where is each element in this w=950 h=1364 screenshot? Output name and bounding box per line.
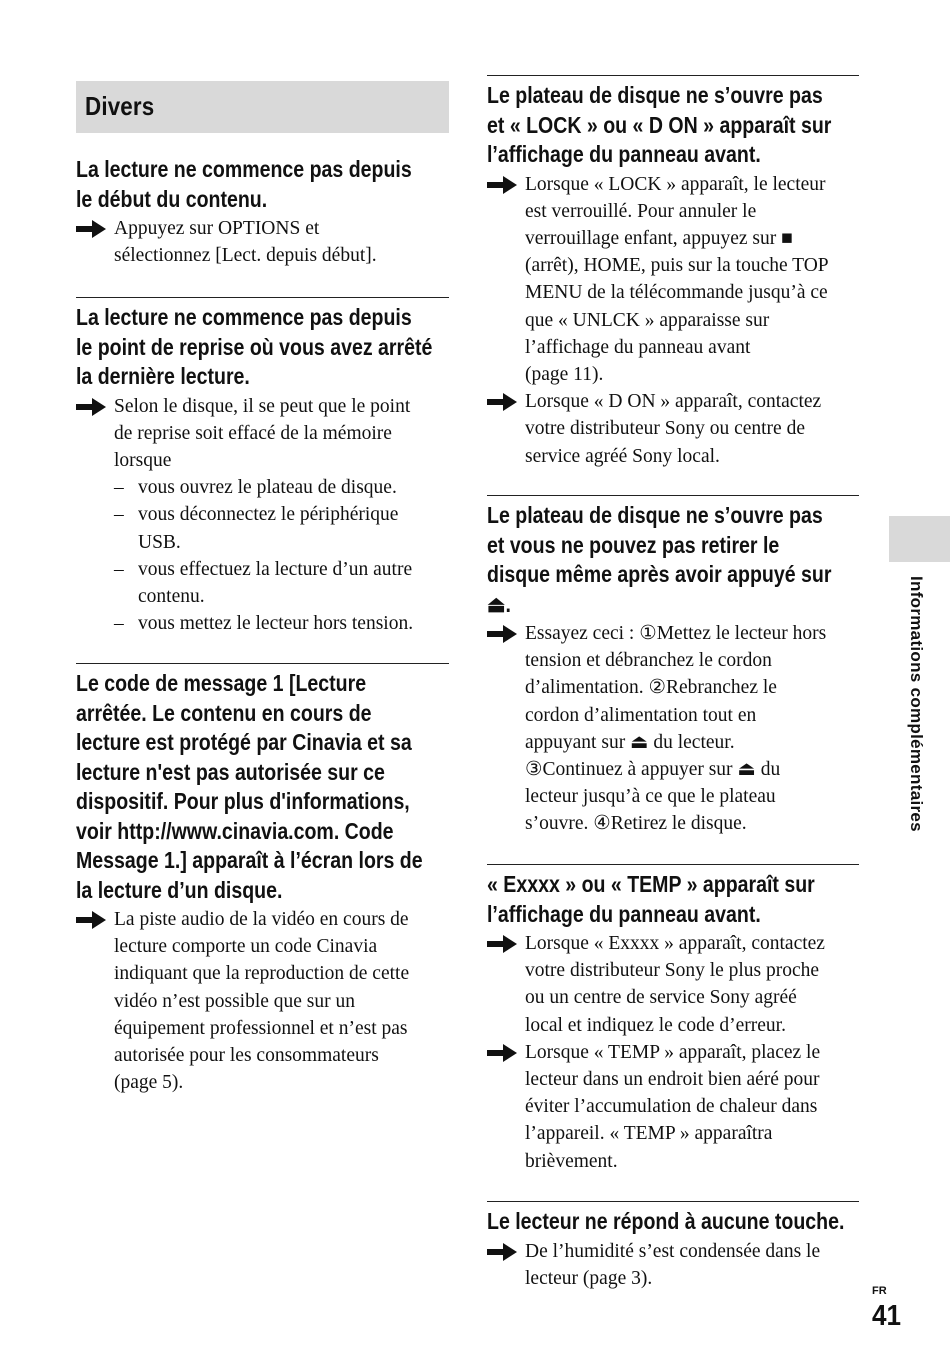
faq-heading: « Exxxx » ou « TEMP » apparaît sur l’affichage du panneau avant. [487, 871, 815, 927]
side-tab-marker [889, 516, 950, 562]
side-tab-text: Informations complémentaires [907, 576, 926, 832]
answer-text: Lorsque « LOCK » apparaît, le lecteur est verrouillé. Pour annuler le verrouillage enfant, appuyez sur ■ (arrêt), HOME, puis sur la touche TOP MENU de la télécommande jusqu’à ce que « UNLCK » apparaisse sur l’affichage du panneau avant (page 11). [525, 173, 829, 385]
dash-marker: – [114, 558, 124, 580]
faq-answer [76, 393, 449, 475]
bullet-item [76, 474, 449, 501]
right-arrow-icon [76, 398, 106, 416]
language-code: FR [872, 1285, 887, 1297]
right-arrow-icon [487, 393, 517, 411]
section-header [76, 81, 449, 133]
faq-answer [487, 171, 859, 389]
faq-heading: Le plateau de disque ne s’ouvre pas et vous ne pouvez pas retirer le disque même après avoir appuyé sur ⏏. [487, 502, 832, 617]
faq-entry [76, 297, 449, 637]
dash-marker: – [114, 477, 124, 499]
answer-text: Appuyez sur OPTIONS et sélectionnez [Lect. depuis début]. [114, 218, 377, 267]
faq-entry [487, 864, 859, 1175]
faq-heading: Le lecteur ne répond à aucune touche. [487, 1208, 845, 1234]
bullet-text: vous ouvrez le plateau de disque. [138, 477, 397, 499]
right-arrow-icon [487, 935, 517, 953]
bullet-text: vous déconnectez le périphérique USB. [138, 504, 399, 553]
faq-answer [487, 930, 859, 1039]
faq-answer [76, 906, 449, 1096]
right-arrow-icon [487, 176, 517, 194]
answer-text: Lorsque « Exxxx » apparaît, contactez votre distributeur Sony le plus proche ou un centre de service Sony agréé local et indiquez le code d’erreur. [525, 933, 825, 1036]
bullet-text: vous effectuez la lecture d’un autre contenu. [138, 558, 413, 607]
answer-text: Selon le disque, il se peut que le point de reprise soit effacé de la mémoire lorsque [114, 395, 411, 471]
bullet-item [76, 556, 449, 610]
dash-marker: – [114, 613, 124, 635]
faq-entry [487, 495, 859, 838]
faq-answer [487, 1039, 859, 1175]
faq-heading: Le plateau de disque ne s’ouvre pas et « LOCK » ou « D ON » apparaît sur l’affichage du panneau avant. [487, 82, 832, 167]
answer-text: Essayez ceci : ①Mettez le lecteur hors tension et débranchez le cordon d’alimentation. ②Rebranchez le cordon d’alimentation tout en appuyant sur ⏏ du lecteur. ③Continuez à appuyer sur ⏏ du lecteur jusqu’à ce que le plateau s’ouvre. ④Retirez le disque. [525, 623, 827, 835]
faq-answer [487, 1238, 859, 1292]
right-arrow-icon [76, 220, 106, 238]
right-arrow-icon [76, 911, 106, 929]
faq-entry [487, 75, 859, 470]
faq-entry [76, 155, 449, 269]
side-tab-label [896, 576, 926, 846]
page-number: 41 [872, 1300, 902, 1332]
right-arrow-icon [487, 1243, 517, 1261]
section-title: Divers [85, 91, 155, 121]
answer-text: Lorsque « D ON » apparaît, contactez votre distributeur Sony ou centre de service agréé Sony local. [525, 391, 822, 467]
answer-text: Lorsque « TEMP » apparaît, placez le lecteur dans un endroit bien aéré pour éviter l’accumulation de chaleur dans l’appareil. « TEMP » apparaîtra brièvement. [525, 1041, 821, 1172]
bullet-item [76, 501, 449, 555]
answer-text: La piste audio de la vidéo en cours de lecture comporte un code Cinavia indiquant que la reproduction de cette vidéo n’est possible que sur un équipement professionnel et n’est pas autorisée pour les consommateurs (page 5). [114, 909, 410, 1094]
faq-heading: Le code de message 1 [Lecture arrêtée. Le contenu en cours de lecture est protégé par Cinavia et sa lecture n'est pas autorisée sur ce dispositif. Pour plus d'informations, voir http://www.cinavia.com. Code Message 1.] apparaît à l’écran lors de la lecture d’un disque. [76, 670, 423, 903]
faq-heading: La lecture ne commence pas depuis le début du contenu. [76, 156, 412, 212]
right-arrow-icon [487, 625, 517, 643]
faq-entry [76, 663, 449, 1096]
dash-marker: – [114, 504, 124, 526]
faq-heading: La lecture ne commence pas depuis le point de reprise où vous avez arrêté la dernière lecture. [76, 304, 433, 389]
faq-answer [487, 388, 859, 470]
faq-entry [487, 1201, 859, 1292]
right-arrow-icon [487, 1044, 517, 1062]
faq-answer [76, 215, 449, 269]
bullet-text: vous mettez le lecteur hors tension. [138, 613, 414, 635]
answer-text: De l’humidité s’est condensée dans le lecteur (page 3). [525, 1240, 821, 1289]
bullet-item [76, 610, 449, 637]
faq-answer [487, 620, 859, 838]
